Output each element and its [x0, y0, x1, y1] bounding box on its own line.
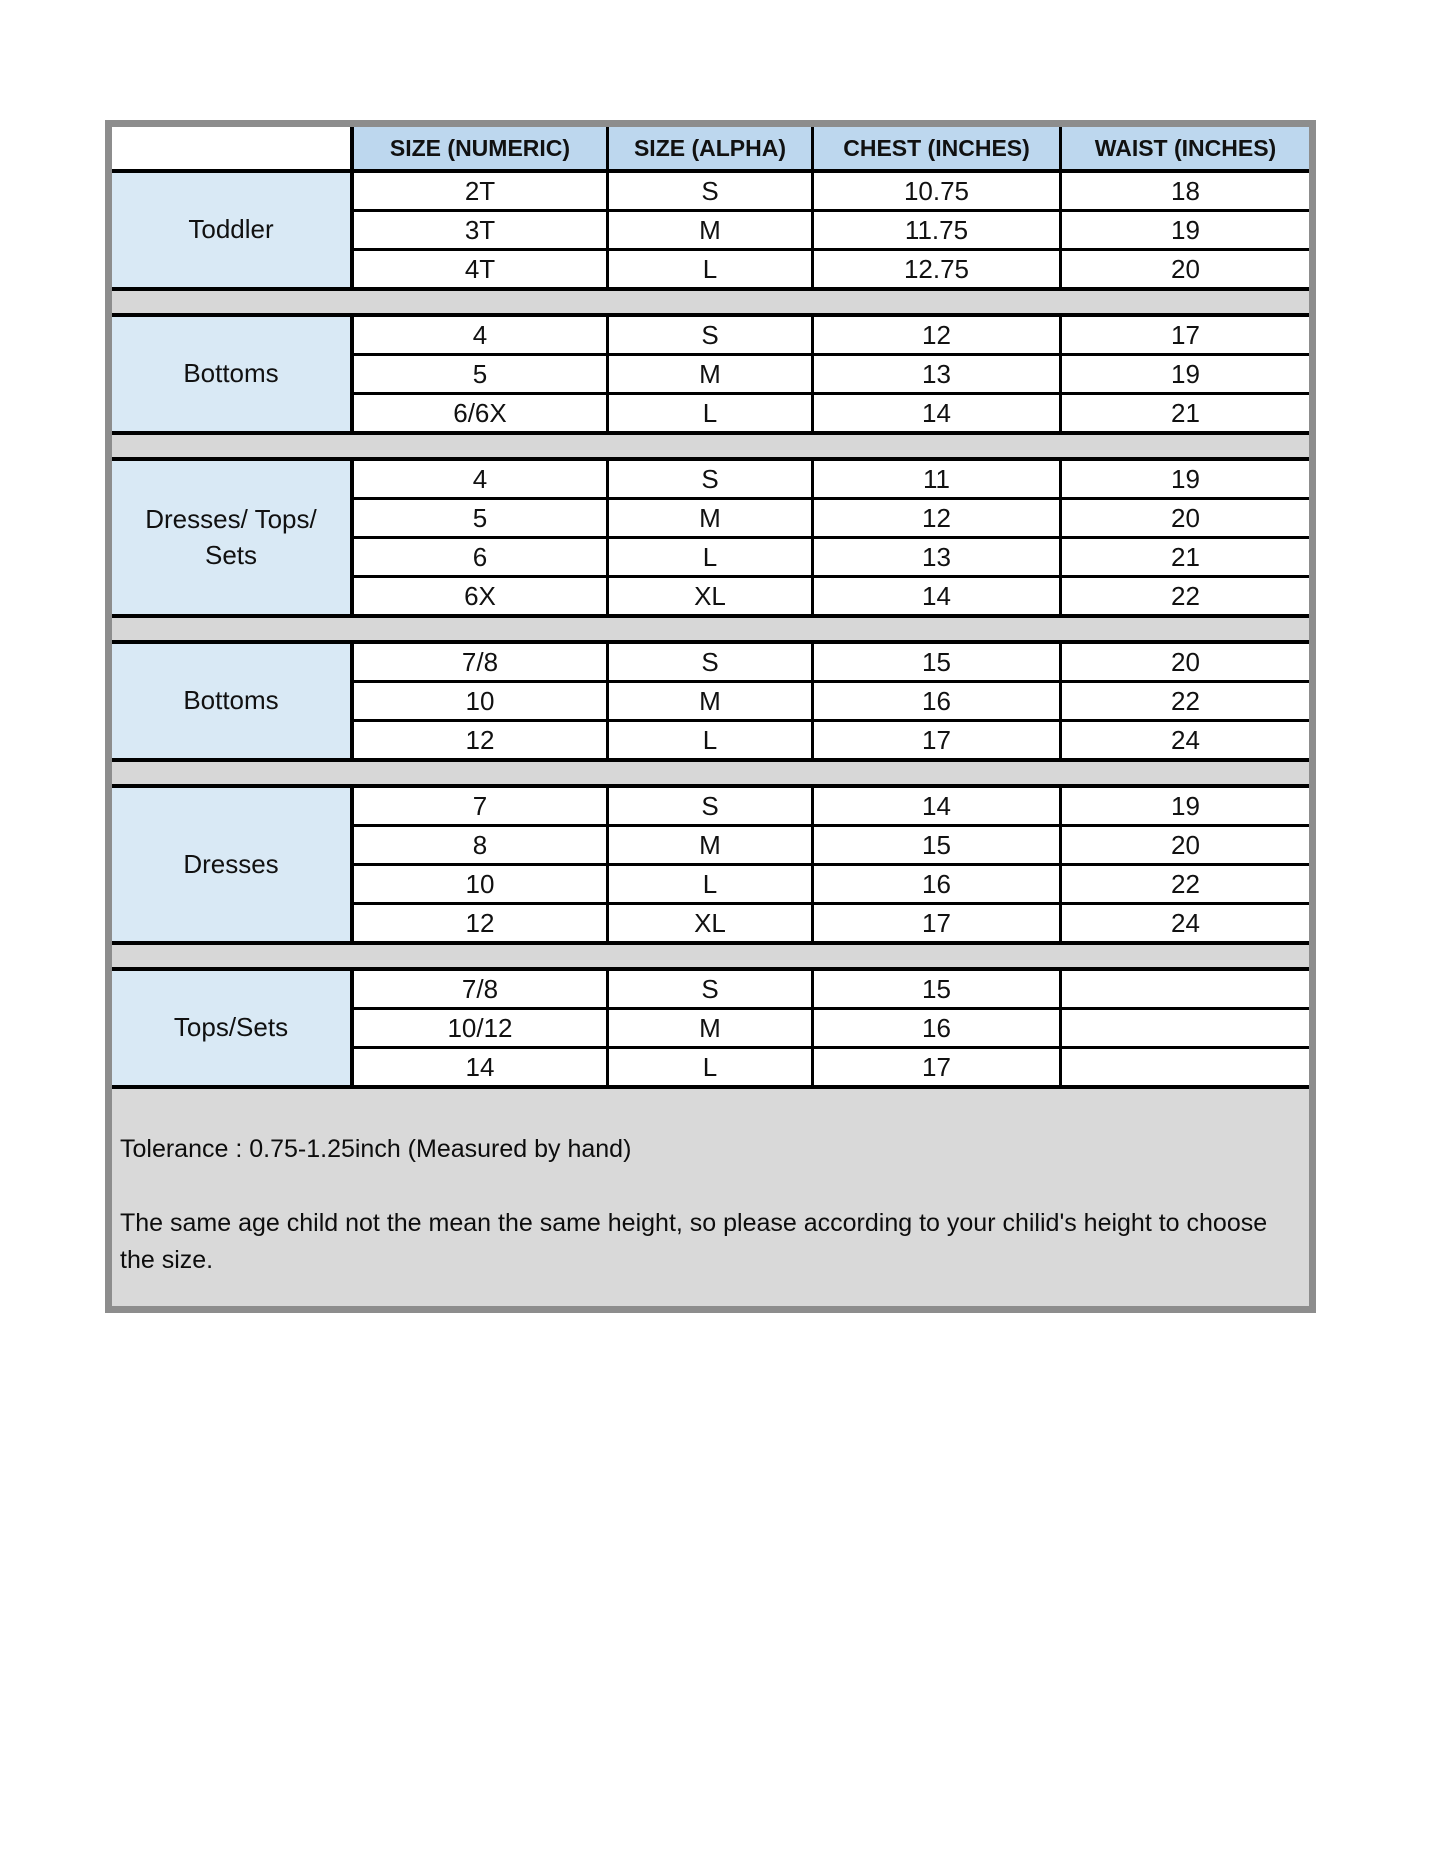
waist-cell: 19: [1059, 461, 1309, 497]
waist-cell: 20: [1059, 500, 1309, 536]
table-row: [354, 173, 1309, 209]
header-corner-cell: [112, 127, 354, 169]
height-note: The same age child not the mean the same height, so please according to your chilid's height to choose the size.: [120, 1208, 1268, 1274]
size-alpha-cell: XL: [606, 905, 811, 941]
waist-cell: 19: [1059, 212, 1309, 248]
size-alpha-cell: L: [606, 866, 811, 902]
waist-cell: 20: [1059, 644, 1309, 680]
section-label: Toddler: [112, 173, 354, 287]
waist-cell: 22: [1059, 866, 1309, 902]
table-section: [112, 461, 1309, 614]
size-numeric-cell: 3T: [354, 212, 606, 248]
size-numeric-cell: 12: [354, 722, 606, 758]
chest-cell: 16: [811, 683, 1059, 719]
size-alpha-cell: L: [606, 539, 811, 575]
size-alpha-cell: M: [606, 356, 811, 392]
waist-cell: 21: [1059, 539, 1309, 575]
chest-cell: 17: [811, 722, 1059, 758]
size-alpha-cell: M: [606, 683, 811, 719]
section-rows: [354, 644, 1309, 758]
waist-cell: 19: [1059, 788, 1309, 824]
waist-cell: 24: [1059, 722, 1309, 758]
chest-cell: 10.75: [811, 173, 1059, 209]
chest-cell: 14: [811, 395, 1059, 431]
table-row: [354, 353, 1309, 392]
size-numeric-cell: 6: [354, 539, 606, 575]
chest-cell: 17: [811, 905, 1059, 941]
chest-cell: 11.75: [811, 212, 1059, 248]
waist-cell: 21: [1059, 395, 1309, 431]
chest-cell: 15: [811, 971, 1059, 1007]
table-sections: [112, 173, 1309, 1085]
size-numeric-cell: 2T: [354, 173, 606, 209]
header-size-alpha: SIZE (ALPHA): [606, 127, 811, 169]
section-label: Bottoms: [112, 644, 354, 758]
table-row: [354, 1007, 1309, 1046]
header-size-numeric: SIZE (NUMERIC): [354, 127, 606, 169]
size-numeric-cell: 8: [354, 827, 606, 863]
waist-cell: 22: [1059, 578, 1309, 614]
table-row: [354, 317, 1309, 353]
section-label: Dresses/ Tops/ Sets: [112, 461, 354, 614]
waist-cell: 17: [1059, 317, 1309, 353]
size-numeric-cell: 10: [354, 866, 606, 902]
table-section: [112, 788, 1309, 941]
size-alpha-cell: L: [606, 251, 811, 287]
header-chest-inches: CHEST (INCHES): [811, 127, 1059, 169]
table-row: [354, 209, 1309, 248]
table-row: [354, 863, 1309, 902]
chest-cell: 13: [811, 356, 1059, 392]
waist-cell: 22: [1059, 683, 1309, 719]
waist-cell: [1059, 1049, 1309, 1085]
size-alpha-cell: S: [606, 173, 811, 209]
size-alpha-cell: L: [606, 395, 811, 431]
table-row: [354, 248, 1309, 287]
table-header-row: [112, 127, 1309, 173]
size-numeric-cell: 10: [354, 683, 606, 719]
chest-cell: 12: [811, 317, 1059, 353]
size-numeric-cell: 4T: [354, 251, 606, 287]
table-row: [354, 392, 1309, 431]
section-separator: [112, 941, 1309, 971]
section-separator: [112, 758, 1309, 788]
table-row: [354, 536, 1309, 575]
section-rows: [354, 788, 1309, 941]
size-alpha-cell: S: [606, 644, 811, 680]
size-numeric-cell: 7/8: [354, 971, 606, 1007]
table-row: [354, 497, 1309, 536]
table-row: [354, 680, 1309, 719]
size-alpha-cell: S: [606, 317, 811, 353]
section-separator: [112, 431, 1309, 461]
section-rows: [354, 173, 1309, 287]
section-label: Tops/Sets: [112, 971, 354, 1085]
section-label: Dresses: [112, 788, 354, 941]
tolerance-note: Tolerance : 0.75-1.25inch (Measured by hand): [120, 1135, 632, 1163]
size-numeric-cell: 4: [354, 461, 606, 497]
size-numeric-cell: 7: [354, 788, 606, 824]
table-row: [354, 575, 1309, 614]
waist-cell: 19: [1059, 356, 1309, 392]
waist-cell: [1059, 1010, 1309, 1046]
size-numeric-cell: 6/6X: [354, 395, 606, 431]
size-numeric-cell: 14: [354, 1049, 606, 1085]
chest-cell: 15: [811, 644, 1059, 680]
size-numeric-cell: 5: [354, 500, 606, 536]
size-alpha-cell: S: [606, 461, 811, 497]
chest-cell: 12: [811, 500, 1059, 536]
size-alpha-cell: XL: [606, 578, 811, 614]
table-row: [354, 971, 1309, 1007]
table-section: [112, 317, 1309, 431]
chest-cell: 12.75: [811, 251, 1059, 287]
size-alpha-cell: M: [606, 1010, 811, 1046]
table-row: [354, 788, 1309, 824]
size-numeric-cell: 5: [354, 356, 606, 392]
table-section: [112, 644, 1309, 758]
size-chart-table: [105, 120, 1316, 1313]
section-label: Bottoms: [112, 317, 354, 431]
chest-cell: 14: [811, 578, 1059, 614]
chest-cell: 15: [811, 827, 1059, 863]
table-row: [354, 902, 1309, 941]
size-numeric-cell: 4: [354, 317, 606, 353]
waist-cell: 18: [1059, 173, 1309, 209]
size-numeric-cell: 6X: [354, 578, 606, 614]
chest-cell: 14: [811, 788, 1059, 824]
section-rows: [354, 317, 1309, 431]
section-separator: [112, 614, 1309, 644]
size-numeric-cell: 10/12: [354, 1010, 606, 1046]
table-row: [354, 644, 1309, 680]
table-row: [354, 1046, 1309, 1085]
header-waist-inches: WAIST (INCHES): [1059, 127, 1309, 169]
table-row: [354, 461, 1309, 497]
table-row: [354, 824, 1309, 863]
size-alpha-cell: S: [606, 971, 811, 1007]
size-alpha-cell: L: [606, 1049, 811, 1085]
size-numeric-cell: 7/8: [354, 644, 606, 680]
size-alpha-cell: L: [606, 722, 811, 758]
table-section: [112, 173, 1309, 287]
table-section: [112, 971, 1309, 1085]
waist-cell: 24: [1059, 905, 1309, 941]
section-rows: [354, 461, 1309, 614]
size-alpha-cell: M: [606, 827, 811, 863]
chest-cell: 11: [811, 461, 1059, 497]
footer-notes: [112, 1085, 1309, 1306]
waist-cell: 20: [1059, 251, 1309, 287]
waist-cell: 20: [1059, 827, 1309, 863]
chest-cell: 16: [811, 1010, 1059, 1046]
chest-cell: 16: [811, 866, 1059, 902]
section-separator: [112, 287, 1309, 317]
chest-cell: 13: [811, 539, 1059, 575]
section-rows: [354, 971, 1309, 1085]
table-row: [354, 719, 1309, 758]
size-alpha-cell: M: [606, 212, 811, 248]
size-alpha-cell: S: [606, 788, 811, 824]
size-numeric-cell: 12: [354, 905, 606, 941]
chest-cell: 17: [811, 1049, 1059, 1085]
waist-cell: [1059, 971, 1309, 1007]
size-alpha-cell: M: [606, 500, 811, 536]
